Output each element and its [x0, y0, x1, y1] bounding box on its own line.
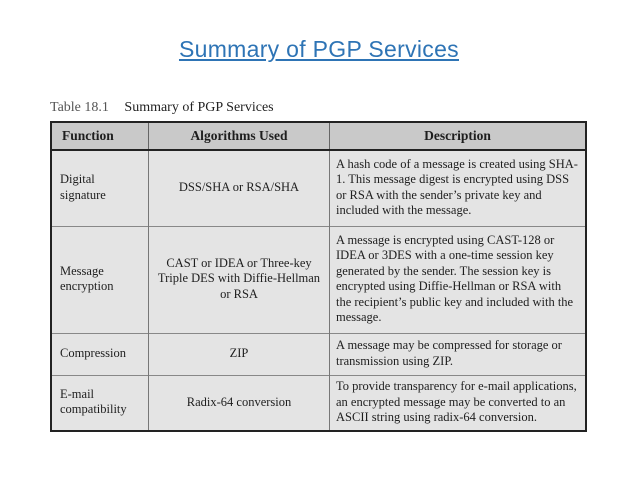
cell-algorithms: Radix-64 conversion: [149, 375, 330, 431]
table-header-row: [51, 122, 586, 150]
cell-description: A message may be compressed for storage or transmission using ZIP.: [330, 333, 587, 375]
table-caption-number: Table 18.1: [50, 100, 109, 115]
cell-function: Digital signature: [51, 150, 149, 226]
table-row: [51, 226, 586, 333]
table-row: [51, 150, 586, 226]
table-caption: [50, 100, 274, 116]
column-header-algorithms: Algorithms Used: [149, 122, 330, 150]
cell-function: E-mail compatibility: [51, 375, 149, 431]
cell-function: Compression: [51, 333, 149, 375]
table-row: [51, 375, 586, 431]
cell-description: A message is encrypted using CAST-128 or IDEA or 3DES with a one-time session key generated by the sender. The session key is encrypted using Diffie-Hellman or RSA with the recipient’s public key and included with the message.: [330, 226, 587, 333]
cell-algorithms: ZIP: [149, 333, 330, 375]
cell-algorithms: DSS/SHA or RSA/SHA: [149, 150, 330, 226]
slide-title: Summary of PGP Services: [178, 36, 459, 62]
cell-description: To provide transparency for e-mail applications, an encrypted message may be converted to an ASCII string using radix-64 conversion.: [330, 375, 587, 431]
column-header-description: Description: [330, 122, 587, 150]
table-caption-text: Summary of PGP Services: [124, 100, 274, 115]
table-row: [51, 333, 586, 375]
cell-description: A hash code of a message is created using SHA-1. This message digest is encrypted using DSS or RSA with the sender’s private key and included with the message.: [330, 150, 587, 226]
cell-function: Message encryption: [51, 226, 149, 333]
column-header-function: Function: [51, 122, 149, 150]
cell-algorithms: CAST or IDEA or Three-key Triple DES with Diffie-Hellman or RSA: [149, 226, 330, 333]
pgp-services-table: [50, 121, 587, 432]
